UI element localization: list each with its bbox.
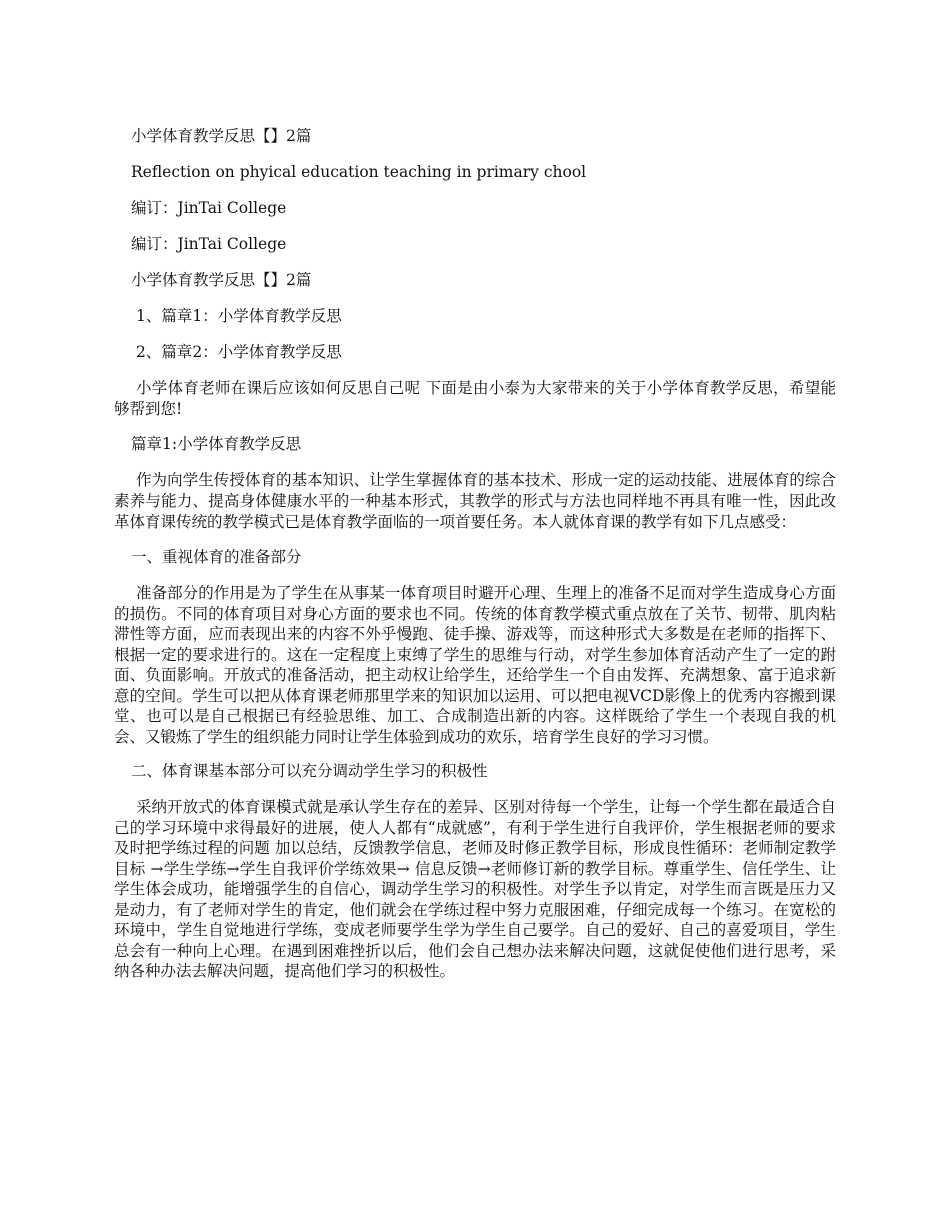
chapter-heading: 篇章1:小学体育教学反思 [131, 435, 302, 453]
document-body [114, 126, 836, 996]
section-heading: 二、体育课基本部分可以充分调动学生学习的积极性 [131, 762, 488, 780]
editor-line: 编订：JinTai College [131, 235, 287, 253]
document-title-english: Reflection on phyical education teaching in primary chool [131, 163, 587, 181]
body-paragraph: 采纳开放式的体育课模式就是承认学生存在的差异、区别对待每一个学生，让每一个学生都在最适合自己的学习环境中求得最好的进展，使人人都有“成就感”，有利于学生进行自我评价，学生根据老师的要求及时把学练过程的问题 加以总结，反馈教学信息，老师及时修正教学目标，形成良性循环：老师制定教学目标 →学生学练→学生自我评价学练效果→ 信息反馈→老师修订新的教学目标。尊重学生、信任学生、让学生体会成功，能增强学生的自信心，调动学生学习的积极性。对学生予以肯定，对学生而言既是压力又是动力，有了老师对学生的肯定，他们就会在学练过程中努力克服困难，仔细完成每一个练习。在宽松的环境中，学生自觉地进行学练，变成老师要学生学为学生自己要学。自己的爱好、自己的喜爱项目，学生总会有一种向上心理。在遇到困难挫折以后，他们会自己想办法来解决问题，这就促使他们进行思考，采纳各种办法去解决问题，提高他们学习的积极性。 [114, 798, 836, 980]
document-title-repeat: 小学体育教学反思【】2篇 [131, 271, 312, 289]
document-title: 小学体育教学反思【】2篇 [131, 127, 312, 145]
toc-item: 2、篇章2：小学体育教学反思 [136, 343, 342, 361]
section-heading: 一、重视体育的准备部分 [131, 548, 302, 566]
editor-line: 编订：JinTai College [131, 199, 287, 217]
body-paragraph: 准备部分的作用是为了学生在从事某一体育项目时避开心理、生理上的准备不足而对学生造成身心方面的损伤。不同的体育项目对身心方面的要求也不同。传统的体育教学模式重点放在了关节、韧带、肌肉粘滞性等方面，应而表现出来的内容不外乎慢跑、徒手操、游戏等，而这种形式大多数是在老师的指挥下、根据一定的要求进行的。这在一定程度上束缚了学生的思维与行动，对学生参加体育活动产生了一定的跗面、负面影响。开放式的准备活动，把主动权让给学生，还给学生一个自由发挥、充满想象、富于追求新意的空间。学生可以把从体育课老师那里学来的知识加以运用、可以把电视VCD影像上的优秀内容搬到课堂、也可以是自己根据已有经验思维、加工、合成制造出新的内容。这样既给了学生一个表现自我的机会、又锻炼了学生的组织能力同时让学生体验到成功的欢乐，培育学生良好的学习习惯。 [114, 584, 836, 746]
toc-item: 1、篇章1：小学体育教学反思 [136, 307, 342, 325]
intro-paragraph: 小学体育老师在课后应该如何反思自己呢 下面是由小泰为大家带来的关于小学体育教学反思，希望能够帮到您! [114, 379, 836, 418]
body-paragraph: 作为向学生传授体育的基本知识、让学生掌握体育的基本技术、形成一定的运动技能、进展体育的综合素养与能力、提高身体健康水平的一种基本形式，其教学的形式与方法也同样地不再具有唯一性，因此改革体育课传统的教学模式已是体育教学面临的一项首要任务。本人就体育课的教学有如下几点感受： [114, 471, 836, 531]
